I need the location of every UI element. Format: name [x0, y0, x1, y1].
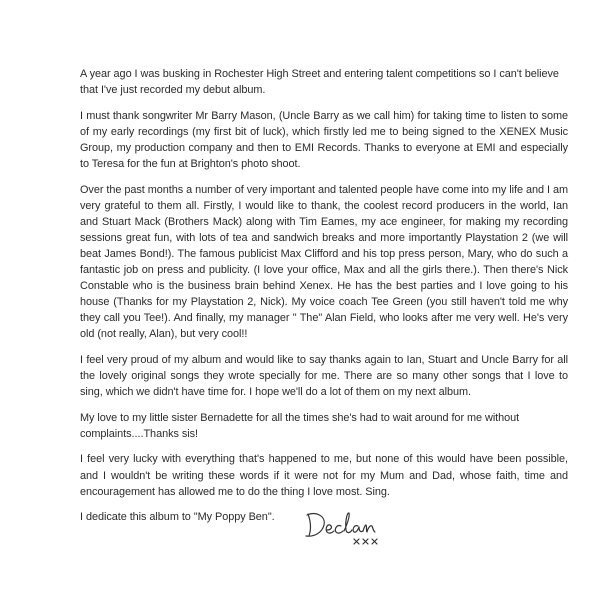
paragraph-team-thanks: Over the past months a number of very important and talented people have come into my life and I am very grateful to them all. Firstly, I would like to thank, the coolest record producers in the world, Ian and Stuart Mack (Brothers Mack) along with Tim Eames, my ace engineer, for making my recording sessions great fun, with lots of tea and sandwich breaks and more importantly Playstation 2 (we will beat James Bond!). The famous publicist Max Clifford and his top press person, Mary, who do such a fantastic job on press and publicity. (I love your office, Max and all the girls there.). Then there's Nick Constable who is the business brain behind Xenex. He has the best parties and I love going to his house (Thanks for my Playstation 2, Nick). My voice coach Tee Green (you still haven't told me why they call you Tee!). And finally, my manager " The" Alan Field, who looks after me very well. He's very old (not really, Alan), but very cool!!	[80, 183, 568, 341]
handwritten-signature	[302, 508, 392, 550]
paragraph-dedication: I dedicate this album to "My Poppy Ben".	[80, 511, 275, 524]
signature-drawing	[302, 508, 392, 550]
paragraph-songwriter-thanks: I must thank songwriter Mr Barry Mason, (Uncle Barry as we call him) for taking time to listen to some of my early recordings (my first bit of luck), which firstly led me to being signed to the XENEX Music Group, my production company and then to EMI Records. Thanks to everyone at EMI and especially to Teresa for the fun at Brighton's photo shoot.	[80, 109, 568, 170]
thank-you-letter	[80, 66, 568, 535]
paragraph-intro: A year ago I was busking in Rochester High Street and entering talent competitions so I can't believe that I've just recorded my debut album.	[80, 68, 559, 97]
paragraph-sister: My love to my little sister Bernadette for all the times she's had to wait around for me without complaints....Thanks sis!	[80, 411, 520, 440]
paragraph-parents: I feel very lucky with everything that's happened to me, but none of this would have been possible, and I wouldn't be writing these words if it were not for my Mum and Dad, whose faith, time and encouragement has allowed me to do the thing I love most. Sing.	[80, 453, 568, 498]
paragraph-album-pride: I feel very proud of my album and would like to say thanks again to Ian, Stuart and Uncle Barry for all the lovely original songs they wrote specially for me. There are so many other songs that I love to sing, which we didn't have time for. I hope we'll do a lot of them on my next album.	[80, 354, 568, 399]
